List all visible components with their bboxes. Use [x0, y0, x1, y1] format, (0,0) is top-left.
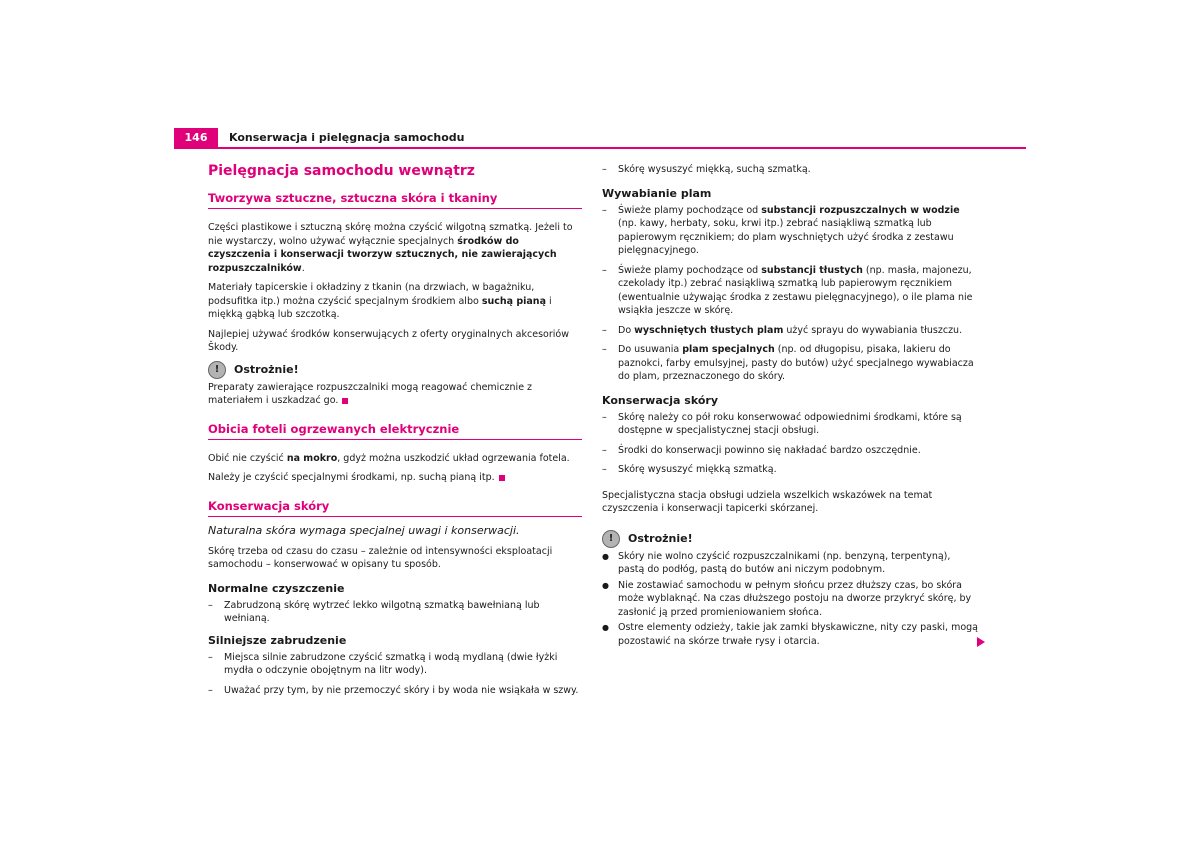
- list-item: – Zabrudzoną skórę wytrzeć lekko wilgotną szmatką bawełnianą lub wełnianą.: [208, 599, 582, 626]
- next-page-arrow-icon: [977, 637, 985, 647]
- leather-care-heading: Konserwacja skóry: [602, 393, 718, 407]
- normal-cleaning-list: [208, 599, 582, 626]
- caution-label: Ostrożnie!: [628, 532, 693, 545]
- list-item: – Uważać przy tym, by nie przemoczyć skóry i by woda nie wsiąkała w szwy.: [208, 684, 582, 698]
- caution-label: Ostrożnie!: [234, 363, 299, 376]
- list-item: – Do wyschniętych tłustych plam użyć sprayu do wywabiania tłuszczu.: [602, 324, 978, 338]
- service-paragraph: Specjalistyczna stacja obsługi udziela wszelkich wskazówek na temat czyszczenia i konserwacji tapicerki skórzanej.: [602, 489, 933, 514]
- caution-heading: [208, 361, 582, 379]
- leather-intro: Naturalna skóra wymaga specjalnej uwagi i konserwacji.: [208, 523, 520, 537]
- warning-icon: !: [208, 361, 226, 379]
- section-title-leather: Konserwacja skóry: [208, 499, 582, 517]
- plastics-paragraph-3: Najlepiej używać środków konserwujących z oferty oryginalnych akcesoriów Škody.: [208, 328, 569, 353]
- end-of-section-mark: [499, 475, 505, 481]
- list-item: – Środki do konserwacji powinno się nakładać bardzo oszczędnie.: [602, 444, 978, 458]
- stains-heading: Wywabianie plam: [602, 186, 712, 200]
- heated-seats-paragraph-1: Obić nie czyścić na mokro, gdyż można uszkodzić układ ogrzewania fotela.: [208, 452, 570, 464]
- leather-paragraph: Skórę trzeba od czasu do czasu – zależnie od intensywności eksploatacji samochodu – konserwować w opisany tu sposób.: [208, 545, 553, 570]
- caution-list: [602, 550, 978, 649]
- stains-list: [602, 204, 978, 384]
- section-title-plastics: Tworzywa sztuczne, sztuczna skóra i tkaniny: [208, 191, 582, 209]
- plastics-paragraph-1: Części plastikowe i sztuczną skórę można czyścić wilgotną szmatką. Jeżeli to nie wystarczy, wolno używać wyłącznie specjalnych środków do czyszczenia i konserwacji tworzyw sztucznych, nie zawierających rozpuszczalników.: [208, 222, 573, 274]
- heavy-dirt-list: [208, 651, 582, 698]
- plastics-paragraph-2: Materiały tapicerskie i okładziny z tkanin (na drzwiach, w bagażniku, podsufitka itp.) można czyścić specjalnym środkiem albo suchą pianą i miękką gąbką lub szczotką.: [208, 282, 552, 320]
- page-header: [174, 128, 1026, 150]
- heavy-dirt-heading: Silniejsze zabrudzenie: [208, 633, 347, 647]
- leather-care-list: [602, 411, 978, 477]
- warning-icon: !: [602, 530, 620, 548]
- chapter-title: Konserwacja i pielęgnacja samochodu: [229, 131, 465, 144]
- right-column: [602, 163, 978, 650]
- drying-list: [602, 163, 978, 177]
- list-item: – Miejsca silnie zabrudzone czyścić szmatką i wodą mydlaną (dwie łyżki mydła o odczynie obojętnym na litr wody).: [208, 651, 582, 678]
- left-column: [208, 163, 582, 705]
- page-number: 146: [174, 128, 218, 148]
- end-of-section-mark: [342, 398, 348, 404]
- caution-heading: [602, 530, 978, 548]
- caution-text: Preparaty zawierające rozpuszczalniki mogą reagować chemicznie z materiałem i uszkadzać go.: [208, 381, 533, 406]
- list-item: – Świeże plamy pochodzące od substancji tłustych (np. masła, majonezu, czekolady itp.) zebrać nasiąkliwą szmatką lub papierowym ręcznikiem (ewentualnie używając środka z zestawu pielęgnacyjnego), o ile plama nie wsiąkła jeszcze w skórę.: [602, 264, 978, 318]
- list-item: – Świeże plamy pochodzące od substancji rozpuszczalnych w wodzie (np. kawy, herbaty, soku, krwi itp.) zebrać nasiąkliwą szmatką lub papierowym ręcznikiem; do plam wyschniętych użyć środka z zestawu pielęgnacyjnego.: [602, 204, 978, 258]
- list-item: – Skórę należy co pół roku konserwować odpowiednimi środkami, które są dostępne w specjalistycznej stacji obsługi.: [602, 411, 978, 438]
- heated-seats-paragraph-2: Należy je czyścić specjalnymi środkami, np. suchą pianą itp.: [208, 471, 582, 485]
- list-item: – Skórę wysuszyć miękką, suchą szmatką.: [602, 163, 978, 177]
- section-title-heated-seats: Obicia foteli ogrzewanych elektrycznie: [208, 422, 582, 440]
- list-item: – Do usuwania plam specjalnych (np. od długopisu, pisaka, lakieru do paznokci, farby emulsyjnej, pasty do butów) użyć specjalnego wywabiacza do plam, przeznaczonego do skóry.: [602, 343, 978, 384]
- header-rule: [174, 147, 1026, 149]
- list-item: – Skórę wysuszyć miękką szmatką.: [602, 463, 978, 477]
- list-item: ● Nie zostawiać samochodu w pełnym słońcu przez dłuższy czas, bo skóra może wyblaknąć. Na czas dłuższego postoju na dworze przykryć skórę, by zasłonić ją przed promieniowaniem słońca.: [602, 579, 978, 620]
- normal-cleaning-heading: Normalne czyszczenie: [208, 581, 345, 595]
- list-item: ● Ostre elementy odzieży, takie jak zamki błyskawiczne, nity czy paski, mogą pozostawić na skórze trwałe rysy i otarcia.: [602, 621, 978, 648]
- list-item: ● Skóry nie wolno czyścić rozpuszczalnikami (np. benzyną, terpentyną), pastą do podłóg, pastą do butów ani niczym podobnym.: [602, 550, 978, 577]
- page-title: Pielęgnacja samochodu wewnątrz: [208, 163, 475, 179]
